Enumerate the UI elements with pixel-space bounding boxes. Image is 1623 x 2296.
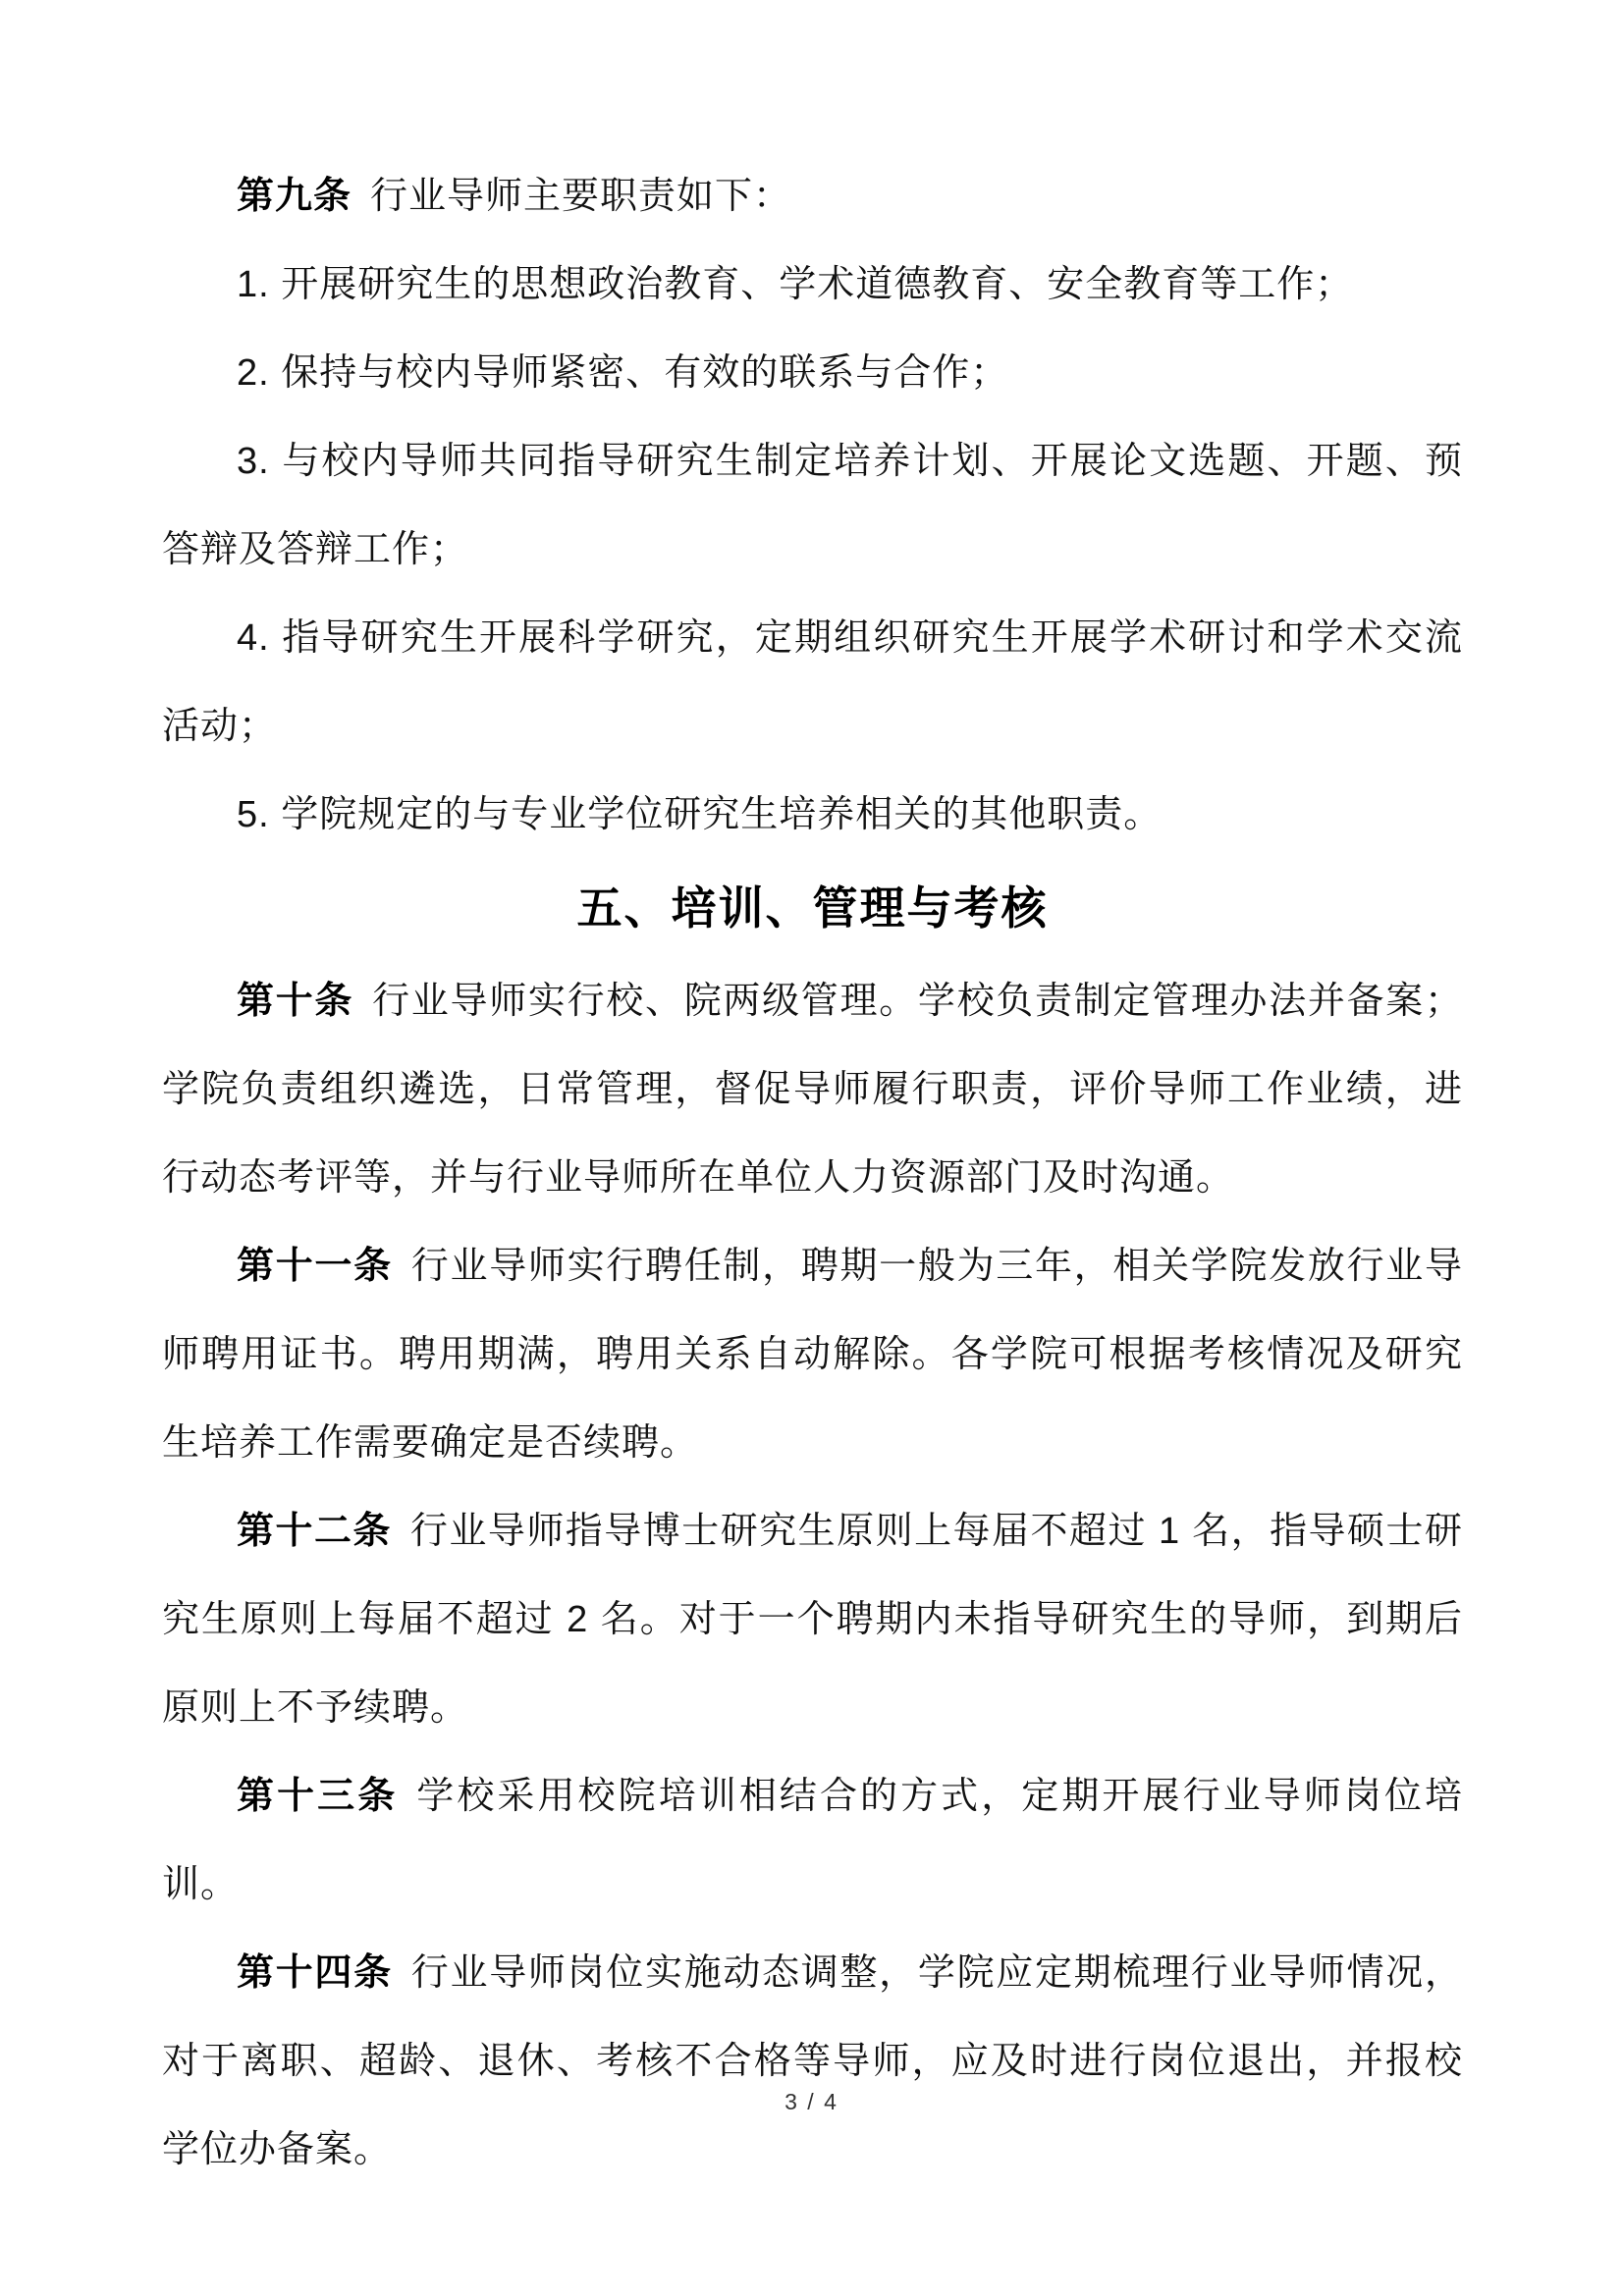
article-9-item-3-text: 3. 与校内导师共同指导研究生制定培养计划、开展论文选题、开题、预答辩及答辩工作； (162, 441, 1463, 570)
article-9-item-3 (162, 417, 1463, 594)
page-number: 3 / 4 (784, 2089, 839, 2114)
article-12 (162, 1487, 1463, 1752)
article-9-item-1-text: 1. 开展研究生的思想政治教育、学术道德教育、安全教育等工作； (237, 264, 1354, 305)
article-10 (162, 957, 1463, 1222)
article-12-label: 第十二条 (237, 1511, 392, 1552)
article-14-label: 第十四条 (237, 1952, 393, 1994)
article-9-item-5-text: 5. 学院规定的与专业学位研究生培养相关的其他职责。 (237, 794, 1163, 835)
article-9-item-2-text: 2. 保持与校内导师紧密、有效的联系与合作； (237, 352, 1009, 394)
article-11-label: 第十一条 (237, 1246, 393, 1287)
article-9-text: 行业导师主要职责如下： (370, 176, 792, 217)
article-9-item-4-text: 4. 指导研究生开展科学研究，定期组织研究生开展学术研讨和学术交流活动； (162, 617, 1463, 747)
section-heading-5: 五、培训、管理与考核 (576, 882, 1049, 934)
article-11-text: 行业导师实行聘任制，聘期一般为三年，相关学院发放行业导师聘用证书。聘用期满，聘用关系自动解除。各学院可根据考核情况及研究生培养工作需要确定是否续聘。 (162, 1246, 1463, 1464)
article-10-text: 行业导师实行校、院两级管理。学校负责制定管理办法并备案；学院负责组织遴选，日常管理，督促导师履行职责，评价导师工作业绩，进行动态考评等，并与行业导师所在单位人力资源部门及时沟通。 (162, 981, 1463, 1199)
article-9-item-1 (162, 240, 1463, 329)
article-9 (162, 152, 1463, 240)
article-9-label: 第九条 (237, 176, 352, 217)
article-9-item-4 (162, 594, 1463, 771)
article-9-item-2 (162, 329, 1463, 417)
article-12-text: 行业导师指导博士研究生原则上每届不超过 1 名，指导硕士研究生原则上每届不超过 2 名。对于一个聘期内未指导研究生的导师，到期后原则上不予续聘。 (162, 1511, 1463, 1729)
document-body (162, 152, 1463, 2194)
article-13-label: 第十三条 (237, 1776, 399, 1817)
article-13 (162, 1752, 1463, 1929)
article-11 (162, 1222, 1463, 1487)
article-14-text: 行业导师岗位实施动态调整，学院应定期梳理行业导师情况，对于离职、超龄、退休、考核不合格等导师，应及时进行岗位退出，并报校学位办备案。 (162, 1952, 1463, 2170)
article-14 (162, 1929, 1463, 2194)
article-13-text: 学校采用校院培训相结合的方式，定期开展行业导师岗位培训。 (162, 1776, 1463, 1905)
article-9-item-5 (162, 771, 1463, 859)
article-10-label: 第十条 (237, 981, 354, 1022)
